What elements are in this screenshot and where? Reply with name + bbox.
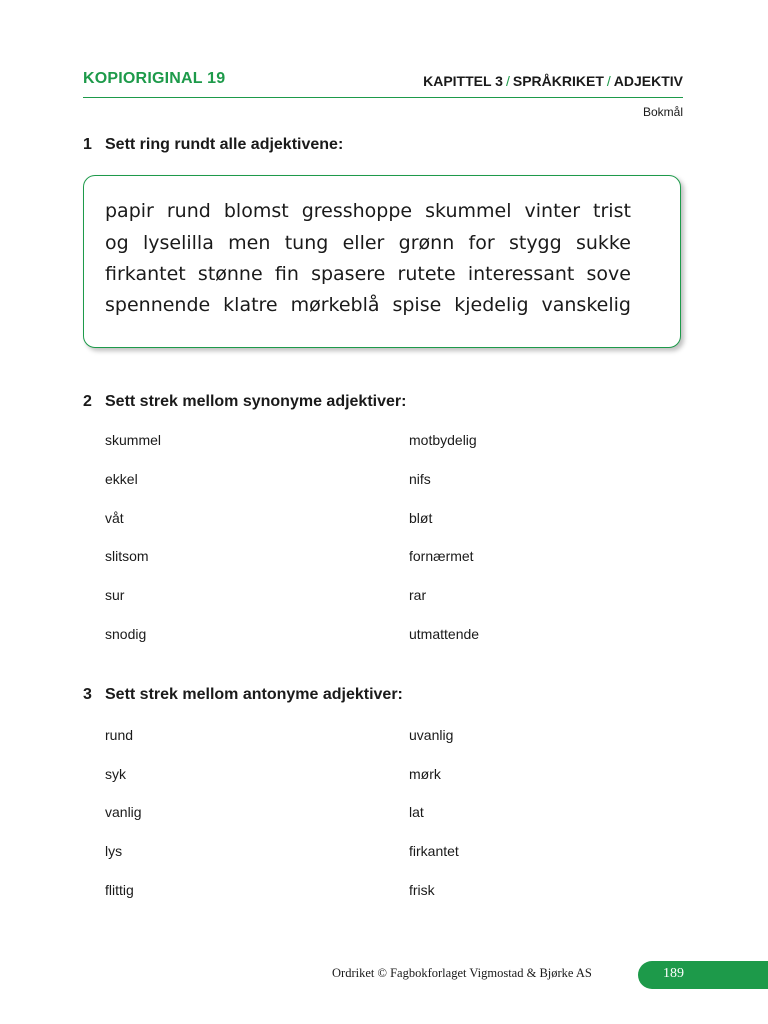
topic-label: ADJEKTIV <box>613 73 683 89</box>
word-item: kjedelig <box>454 294 529 316</box>
breadcrumb-separator: / <box>606 73 611 89</box>
word-item: interessant <box>467 263 575 285</box>
synonym-pair-row <box>105 548 565 568</box>
task-2-title: Sett strek mellom synonyme adjektiver: <box>105 393 407 410</box>
word-item: grønn <box>398 232 455 254</box>
word-item: sove <box>586 263 631 285</box>
word-item: eller <box>342 232 385 254</box>
antonym-pair-row <box>105 766 565 786</box>
word-item: blomst <box>223 200 289 222</box>
word-line <box>105 263 631 285</box>
word-box <box>83 175 681 348</box>
breadcrumb-separator: / <box>505 73 510 89</box>
word-item: tung <box>284 232 329 254</box>
word-item: spise <box>392 294 442 316</box>
synonym-left-word: ekkel <box>105 471 138 487</box>
antonym-right-word: frisk <box>409 882 435 898</box>
synonym-right-word: fornærmet <box>409 548 474 564</box>
task-2-heading <box>83 393 406 411</box>
chapter-breadcrumb <box>423 73 683 89</box>
language-variant-label: Bokmål <box>642 105 683 119</box>
antonym-right-word: uvanlig <box>409 727 454 743</box>
word-item: papir <box>105 200 154 222</box>
word-item: klatre <box>223 294 278 316</box>
antonym-pair-row <box>105 843 565 863</box>
task-2-number: 2 <box>83 393 92 410</box>
antonym-pair-row <box>105 727 565 747</box>
task-1-heading <box>83 136 343 154</box>
word-item: skummel <box>425 200 512 222</box>
synonym-left-word: skummel <box>105 432 162 448</box>
word-item: spennende <box>105 294 211 316</box>
synonym-left-word: slitsom <box>105 548 149 564</box>
antonym-right-word: firkantet <box>409 843 459 859</box>
word-item: lyselilla <box>142 232 214 254</box>
word-item: stygg <box>508 232 562 254</box>
synonym-pair-row <box>105 510 565 530</box>
task-1-number: 1 <box>83 136 92 153</box>
synonym-pair-row <box>105 432 565 452</box>
antonym-right-word: lat <box>409 804 424 820</box>
synonym-right-word: motbydelig <box>409 432 477 448</box>
word-item: mørkeblå <box>290 294 380 316</box>
task-3-number: 3 <box>83 686 92 703</box>
synonym-pair-row <box>105 471 565 491</box>
word-item: og <box>105 232 129 254</box>
word-line <box>105 200 631 222</box>
antonym-pair-row <box>105 804 565 824</box>
page-number: 189 <box>663 966 684 981</box>
synonym-right-word: bløt <box>409 510 433 526</box>
word-item: rund <box>166 200 211 222</box>
word-item: vanskelig <box>541 294 631 316</box>
word-item: firkantet <box>105 263 186 285</box>
word-item: gresshoppe <box>301 200 413 222</box>
antonym-pair-row <box>105 882 565 902</box>
synonym-right-word: rar <box>409 587 427 603</box>
word-line <box>105 294 631 316</box>
word-item: for <box>468 232 495 254</box>
header-divider <box>83 97 683 98</box>
word-item: spasere <box>311 263 386 285</box>
synonym-right-word: utmattende <box>409 626 480 642</box>
chapter-label: KAPITTEL 3 <box>423 73 503 89</box>
synonym-left-word: snodig <box>105 626 147 642</box>
antonym-left-word: syk <box>105 766 126 782</box>
page-number-tab <box>638 961 768 989</box>
antonym-left-word: vanlig <box>105 804 142 820</box>
word-item: men <box>228 232 271 254</box>
antonym-left-word: rund <box>105 727 134 743</box>
synonym-pair-row <box>105 626 565 646</box>
task-3-title: Sett strek mellom antonyme adjektiver: <box>105 686 403 703</box>
word-item: trist <box>593 200 631 222</box>
word-item: vinter <box>524 200 581 222</box>
word-item: fin <box>274 263 299 285</box>
document-label: KOPIORIGINAL 19 <box>83 70 226 87</box>
word-item: sukke <box>575 232 631 254</box>
footer-credit: Ordriket © Fagbokforlaget Vigmostad & Bjørke AS <box>332 966 592 980</box>
task-3-heading <box>83 686 403 704</box>
antonym-left-word: lys <box>105 843 123 859</box>
synonym-left-word: våt <box>105 510 124 526</box>
word-item: stønne <box>197 263 263 285</box>
antonym-left-word: flittig <box>105 882 134 898</box>
task-1-title: Sett ring rundt alle adjektivene: <box>105 136 344 153</box>
section-label: SPRÅKRIKET <box>512 73 604 89</box>
word-item: rutete <box>397 263 456 285</box>
synonym-right-word: nifs <box>409 471 431 487</box>
antonym-right-word: mørk <box>409 766 441 782</box>
synonym-left-word: sur <box>105 587 125 603</box>
synonym-pair-row <box>105 587 565 607</box>
word-line <box>105 232 631 254</box>
